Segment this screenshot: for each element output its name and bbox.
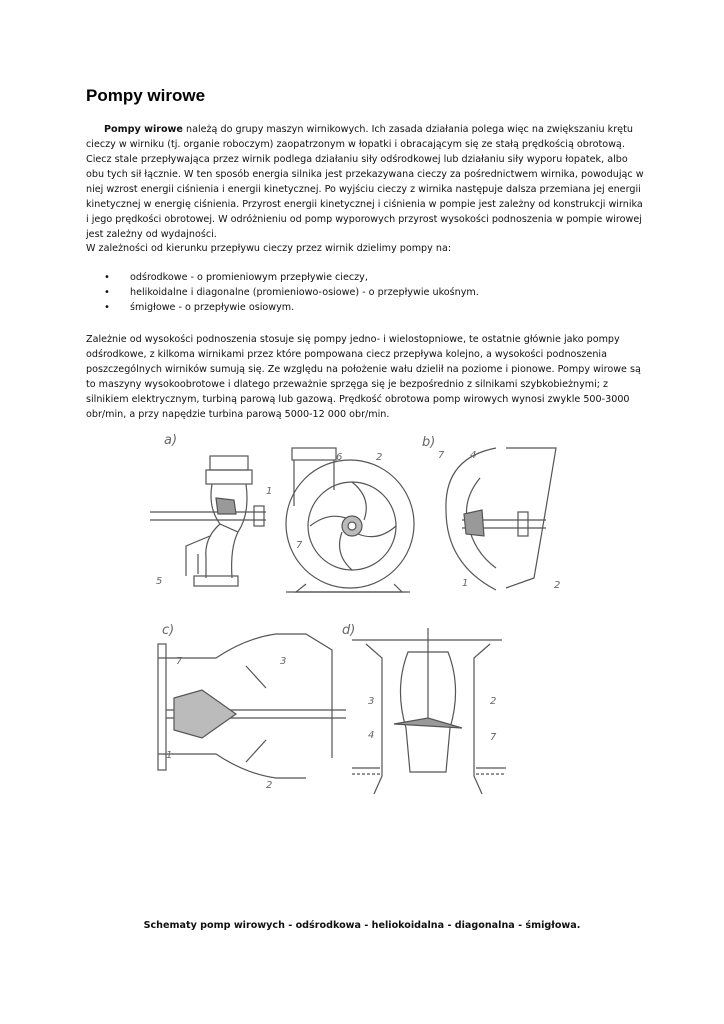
label-n4: 4 — [470, 450, 477, 461]
label-n3: 3 — [280, 656, 287, 667]
bullet-icon: • — [104, 302, 110, 313]
label-n2b: 2 — [554, 580, 561, 591]
pump-schematics-figure — [146, 428, 576, 804]
bullet-icon: • — [104, 272, 110, 283]
label-n2d: 2 — [490, 696, 497, 707]
schematic-b — [446, 448, 556, 590]
bullet-icon: • — [104, 287, 110, 298]
label-n5: 5 — [156, 576, 163, 587]
pump-type-list — [86, 270, 479, 315]
label-n2: 2 — [376, 452, 383, 463]
label-n7b: 7 — [438, 450, 445, 461]
label-d: d) — [342, 623, 356, 638]
schematic-d — [352, 628, 506, 794]
label-n1c: 1 — [166, 750, 173, 761]
stages-paragraph: Zależnie od wysokości podnoszenia stosuje się pompy jedno- i wielostopniowe, te ostatnie głównie jako pompy odśrodkowe, z kilkoma wirnikami przez które pompowana ciecz przepływa kolejno, a wysokości podnoszenia poszczególnych wirników sumują się. Ze względu na położenie wału dzielił na poziome i pionowe. Pompy wirowe są to maszyny wysokoobrotowe i dlatego przeważnie sprzęga się je bezpośrednio z silnikami szybkobieżnymi; z silnikiem elektrycznym, turbiną parową lub gazową. Prędkość obrotowa pomp wirowych wynosi zwykle 500-3000 obr/min, a przy napędzie turbina parową 5000-12 000 obr/min. — [86, 334, 641, 420]
list-item: • śmigłowe - o przepływie osiowym. — [104, 302, 295, 313]
label-n7c: 7 — [176, 656, 183, 667]
label-a: a) — [164, 433, 178, 448]
label-n7: 7 — [296, 540, 303, 551]
label-c: c) — [162, 623, 175, 638]
label-n7d: 7 — [490, 732, 497, 743]
schematic-a-side — [150, 456, 266, 586]
list-item: • helikoidalne i diagonalne (promieniowo-osiowe) - o przepływie ukośnym. — [104, 287, 479, 298]
division-intro: W zależności od kierunku przepływu cieczy przez wirnik dzielimy pompy na: — [86, 243, 452, 254]
list-item: • odśrodkowe - o promieniowym przepływie cieczy, — [104, 272, 368, 283]
label-b: b) — [422, 435, 436, 450]
label-n3d: 3 — [368, 696, 375, 707]
intro-paragraph — [86, 122, 646, 242]
intro-lead: Pompy wirowe — [104, 124, 183, 135]
page-title: Pompy wirowe — [86, 86, 206, 105]
schematic-a-volute — [286, 448, 414, 592]
label-n2c: 2 — [266, 780, 273, 791]
intro-rest: należą do grupy maszyn wirnikowych. Ich zasada działania polega więc na zwiększaniu krętu cieczy w wirniku (tj. organie roboczym) zaopatrzonym w łopatki i obracającym się ze stałą prędkością obrotową. Ciecz stale przepływająca przez wirnik podlega działaniu siły odśrodkowej lub działaniu siły wyporu łopatek, albo obu tych sił łącznie. W ten sposób energia silnika jest przekazywana cieczy za pośrednictwem wirnika, powodując w niej wzrost energii ciśnienia i energii kinetycznej. Po wyjściu cieczy z wirnika następuje dalsza przemiana jej energii kinetycznej w energię ciśnienia. Przyrost energii kinetycznej i ciśnienia w pompie jest zależny od konstrukcji wirnika i jego prędkości obrotowej. W odróżnieniu od pomp wyporowych przyrost wysokości podnoszenia w pompie wirowej jest zależny od wydajności. — [86, 124, 644, 240]
label-n4d: 4 — [368, 730, 375, 741]
label-n1: 1 — [266, 486, 273, 497]
figure-caption: Schematy pomp wirowych - odśrodkowa - heliokoidalna - diagonalna - śmigłowa. — [143, 920, 581, 931]
schematic-c — [158, 634, 346, 778]
label-n6: 6 — [336, 452, 343, 463]
label-n1b: 1 — [462, 578, 469, 589]
